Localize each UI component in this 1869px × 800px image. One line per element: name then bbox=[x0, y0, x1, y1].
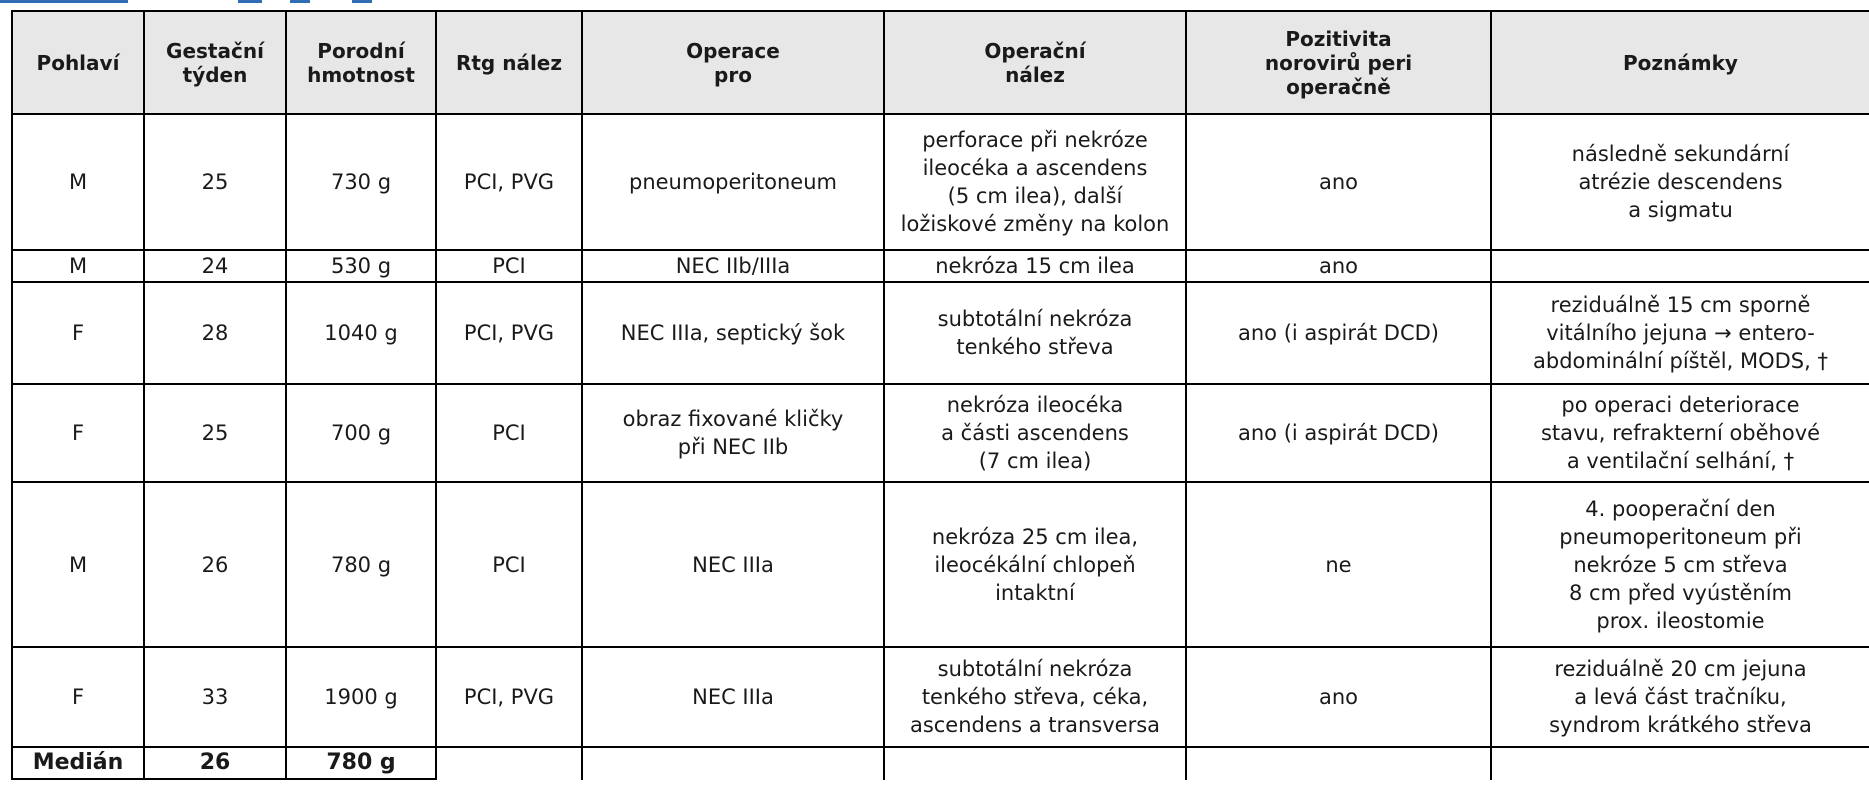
cell-surgery-for: NEC IIIa bbox=[582, 647, 884, 747]
cell-gestational-week: 25 bbox=[144, 384, 286, 482]
cell-surgical-finding: subtotální nekróza tenkého střeva, céka, ascendens a transversa bbox=[884, 647, 1186, 747]
cell-birth-weight: 780 g bbox=[286, 482, 436, 647]
median-row bbox=[12, 747, 1869, 779]
cell-sex: M bbox=[12, 114, 144, 250]
cell-gestational-week: 33 bbox=[144, 647, 286, 747]
table-row bbox=[12, 282, 1869, 384]
header-cell-surgery-for: Operace pro bbox=[582, 11, 884, 114]
header-cell-birth-weight: Porodní hmotnost bbox=[286, 11, 436, 114]
cell-gestational-week: 26 bbox=[144, 482, 286, 647]
median-label: Medián bbox=[12, 747, 144, 779]
cell-surgical-finding: nekróza 25 cm ilea, ileocékální chlopeň intaktní bbox=[884, 482, 1186, 647]
cell-notes bbox=[1491, 250, 1869, 282]
cell-surgery-for: pneumoperitoneum bbox=[582, 114, 884, 250]
cell-sex: F bbox=[12, 282, 144, 384]
cell-notes: po operaci deteriorace stavu, refrakterní oběhové a ventilační selhání, † bbox=[1491, 384, 1869, 482]
cell-birth-weight: 530 g bbox=[286, 250, 436, 282]
cell-notes: reziduálně 15 cm sporně vitálního jejuna → entero- abdominální píštěl, MODS, † bbox=[1491, 282, 1869, 384]
cell-sex: F bbox=[12, 384, 144, 482]
cell-birth-weight: 1900 g bbox=[286, 647, 436, 747]
median-empty-cell bbox=[1186, 747, 1491, 779]
table-row bbox=[12, 647, 1869, 747]
cell-xray-finding: PCI, PVG bbox=[436, 647, 582, 747]
cell-xray-finding: PCI, PVG bbox=[436, 114, 582, 250]
cell-norovirus-positivity: ano (i aspirát DCD) bbox=[1186, 282, 1491, 384]
cell-norovirus-positivity: ano bbox=[1186, 250, 1491, 282]
cell-gestational-week: 24 bbox=[144, 250, 286, 282]
cell-gestational-week: 28 bbox=[144, 282, 286, 384]
cell-sex: M bbox=[12, 482, 144, 647]
header-cell-norovirus-positivity: Pozitivita norovirů peri operačně bbox=[1186, 11, 1491, 114]
cell-notes: následně sekundární atrézie descendens a sigmatu bbox=[1491, 114, 1869, 250]
cell-sex: M bbox=[12, 250, 144, 282]
header-cell-surgical-finding: Operační nález bbox=[884, 11, 1186, 114]
cell-norovirus-positivity: ano bbox=[1186, 647, 1491, 747]
header-cell-notes: Poznámky bbox=[1491, 11, 1869, 114]
table-row bbox=[12, 384, 1869, 482]
cell-norovirus-positivity: ano (i aspirát DCD) bbox=[1186, 384, 1491, 482]
data-table bbox=[11, 10, 1869, 780]
cell-surgery-for: NEC IIIa bbox=[582, 482, 884, 647]
cell-norovirus-positivity: ne bbox=[1186, 482, 1491, 647]
table-row bbox=[12, 114, 1869, 250]
median-empty-cell bbox=[1491, 747, 1869, 779]
header-cell-xray-finding: Rtg nález bbox=[436, 11, 582, 114]
median-gestational-week: 26 bbox=[144, 747, 286, 779]
cell-xray-finding: PCI bbox=[436, 250, 582, 282]
cell-notes: reziduálně 20 cm jejuna a levá část tračníku, syndrom krátkého střeva bbox=[1491, 647, 1869, 747]
cell-birth-weight: 1040 g bbox=[286, 282, 436, 384]
top-strip bbox=[0, 0, 1869, 4]
cell-surgery-for: obraz fixované kličky při NEC IIb bbox=[582, 384, 884, 482]
cell-surgical-finding: perforace při nekróze ileocéka a ascendens (5 cm ilea), další ložiskové změny na kolon bbox=[884, 114, 1186, 250]
table-row bbox=[12, 482, 1869, 647]
table-row bbox=[12, 250, 1869, 282]
cell-xray-finding: PCI bbox=[436, 384, 582, 482]
cell-surgical-finding: subtotální nekróza tenkého střeva bbox=[884, 282, 1186, 384]
cell-birth-weight: 700 g bbox=[286, 384, 436, 482]
table-header-row bbox=[12, 11, 1869, 114]
cell-norovirus-positivity: ano bbox=[1186, 114, 1491, 250]
cell-surgical-finding: nekróza 15 cm ilea bbox=[884, 250, 1186, 282]
header-cell-sex: Pohlaví bbox=[12, 11, 144, 114]
cell-xray-finding: PCI bbox=[436, 482, 582, 647]
cell-gestational-week: 25 bbox=[144, 114, 286, 250]
cell-surgery-for: NEC IIb/IIIa bbox=[582, 250, 884, 282]
cell-surgery-for: NEC IIIa, septický šok bbox=[582, 282, 884, 384]
cell-notes: 4. pooperační den pneumoperitoneum při nekróze 5 cm střeva 8 cm před vyústěním prox. ileostomie bbox=[1491, 482, 1869, 647]
cell-birth-weight: 730 g bbox=[286, 114, 436, 250]
header-cell-gestational-week: Gestační týden bbox=[144, 11, 286, 114]
cell-xray-finding: PCI, PVG bbox=[436, 282, 582, 384]
median-empty-cell bbox=[436, 747, 582, 779]
median-empty-cell bbox=[884, 747, 1186, 779]
cell-sex: F bbox=[12, 647, 144, 747]
median-empty-cell bbox=[582, 747, 884, 779]
cell-surgical-finding: nekróza ileocéka a části ascendens (7 cm ilea) bbox=[884, 384, 1186, 482]
median-birth-weight: 780 g bbox=[286, 747, 436, 779]
